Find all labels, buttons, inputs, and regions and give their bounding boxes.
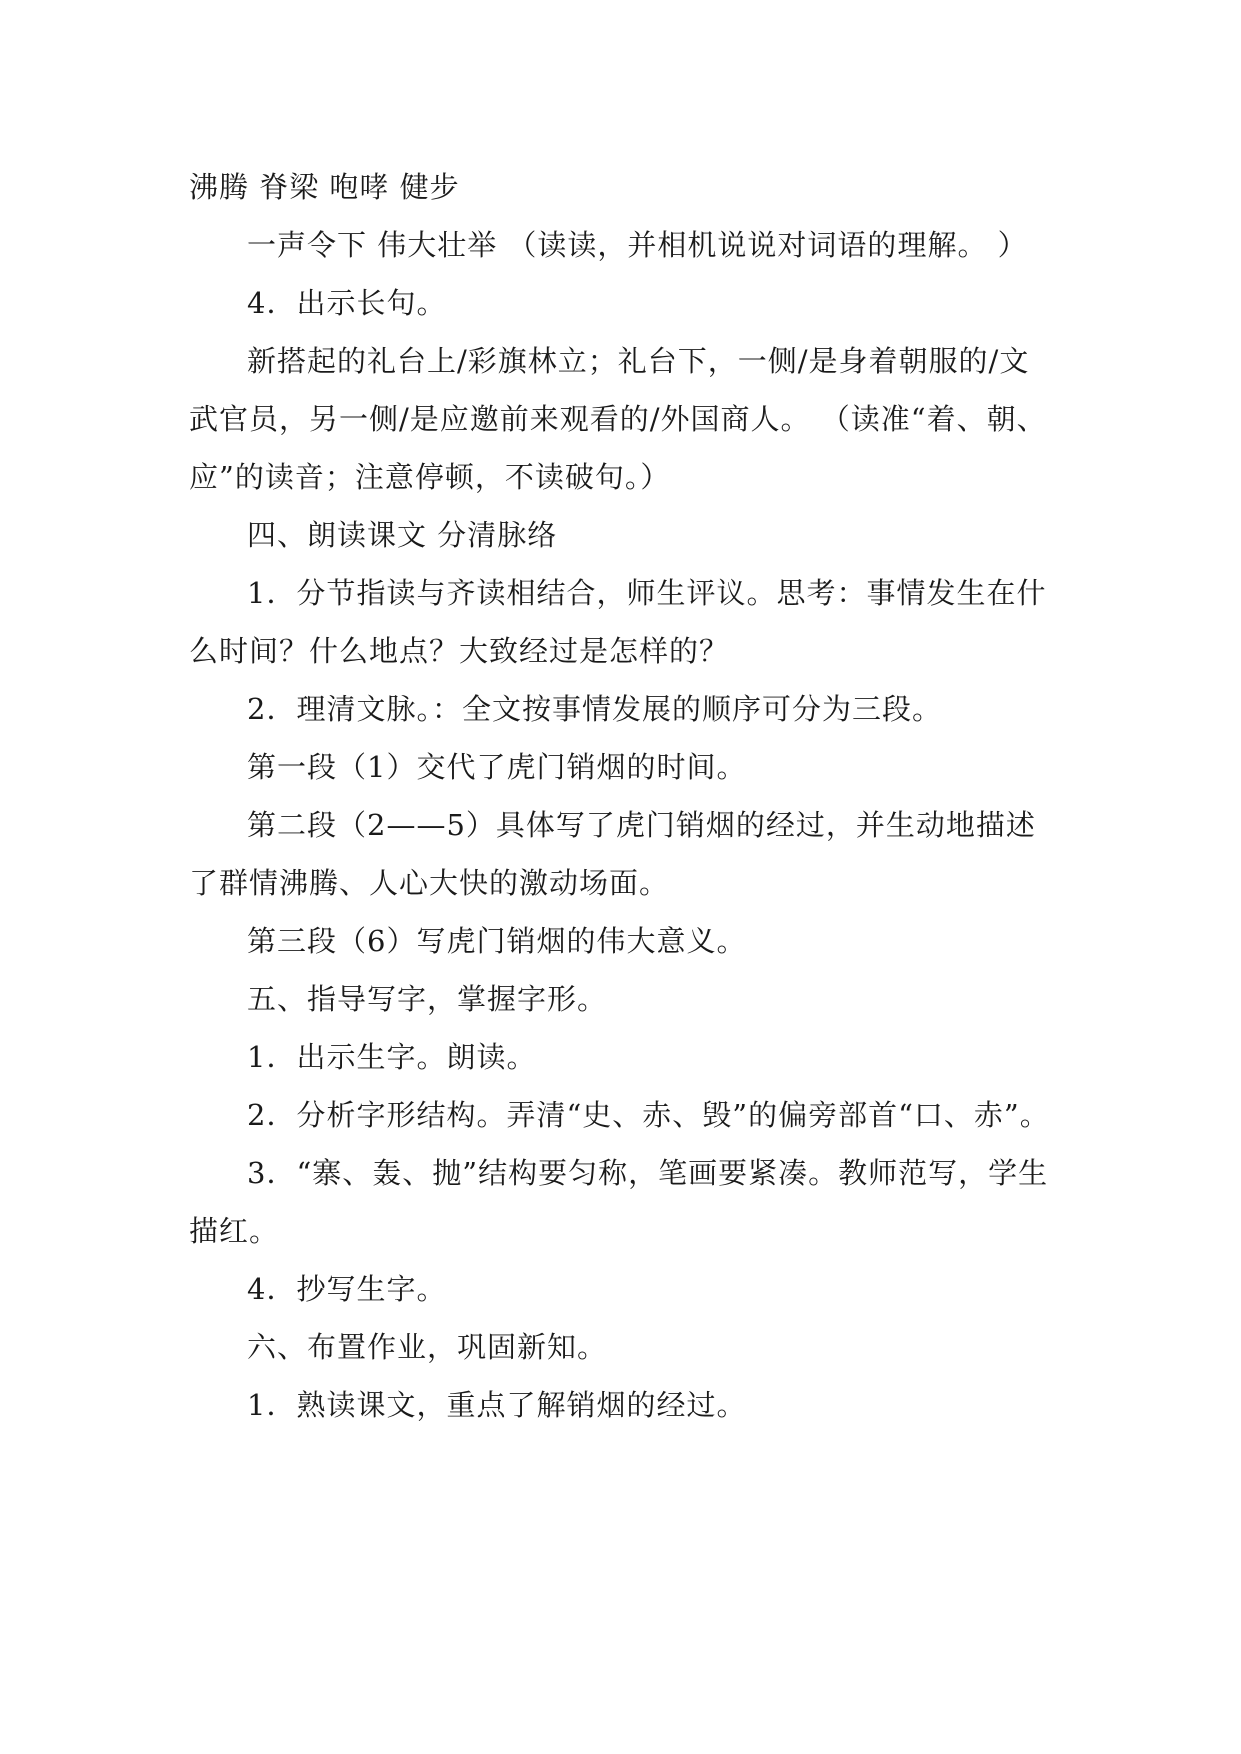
paragraph: 新搭起的礼台上/彩旗林立；礼台下，一侧/是身着朝服的/文武官员，另一侧/是应邀前来观看的/外国商人。 （读准“着、朝、应”的读音；注意停顿，不读破句。） [189,344,1047,494]
paragraph: 3．“寨、轰、抛”结构要匀称，笔画要紧凑。教师范写，学生描红。 [189,1156,1049,1248]
paragraph: 五、指导写字，掌握字形。 [247,982,608,1016]
paragraph: 1．熟读课文，重点了解销烟的经过。 [247,1388,747,1422]
paragraph: 2．理清文脉。：全文按事情发展的顺序可分为三段。 [247,692,942,726]
paragraph: 1．分节指读与齐读相结合，师生评议。思考：事情发生在什么时间？什么地点？大致经过是怎样的？ [189,576,1047,668]
paragraph: 沸腾 脊梁 咆哮 健步 [189,170,460,204]
paragraph: 六、布置作业，巩固新知。 [247,1330,608,1364]
paragraph: 4．出示长句。 [247,286,447,320]
paragraph: 第三段（6）写虎门销烟的伟大意义。 [247,924,747,958]
paragraph: 1．出示生字。朗读。 [247,1040,537,1074]
document-body [189,158,1059,1434]
paragraph: 第一段（1）交代了虎门销烟的时间。 [247,750,747,784]
paragraph: 4．抄写生字。 [247,1272,447,1306]
paragraph: 一声令下 伟大壮举 （读读，并相机说说对词语的理解。 ） [247,228,1028,262]
paragraph: 第二段（2——5）具体写了虎门销烟的经过，并生动地描述了群情沸腾、人心大快的激动场面。 [189,808,1036,900]
paragraph: 四、朗读课文 分清脉络 [247,518,558,552]
paragraph: 2．分析字形结构。弄清“史、赤、毁”的偏旁部首“口、赤”。 [247,1098,1050,1132]
